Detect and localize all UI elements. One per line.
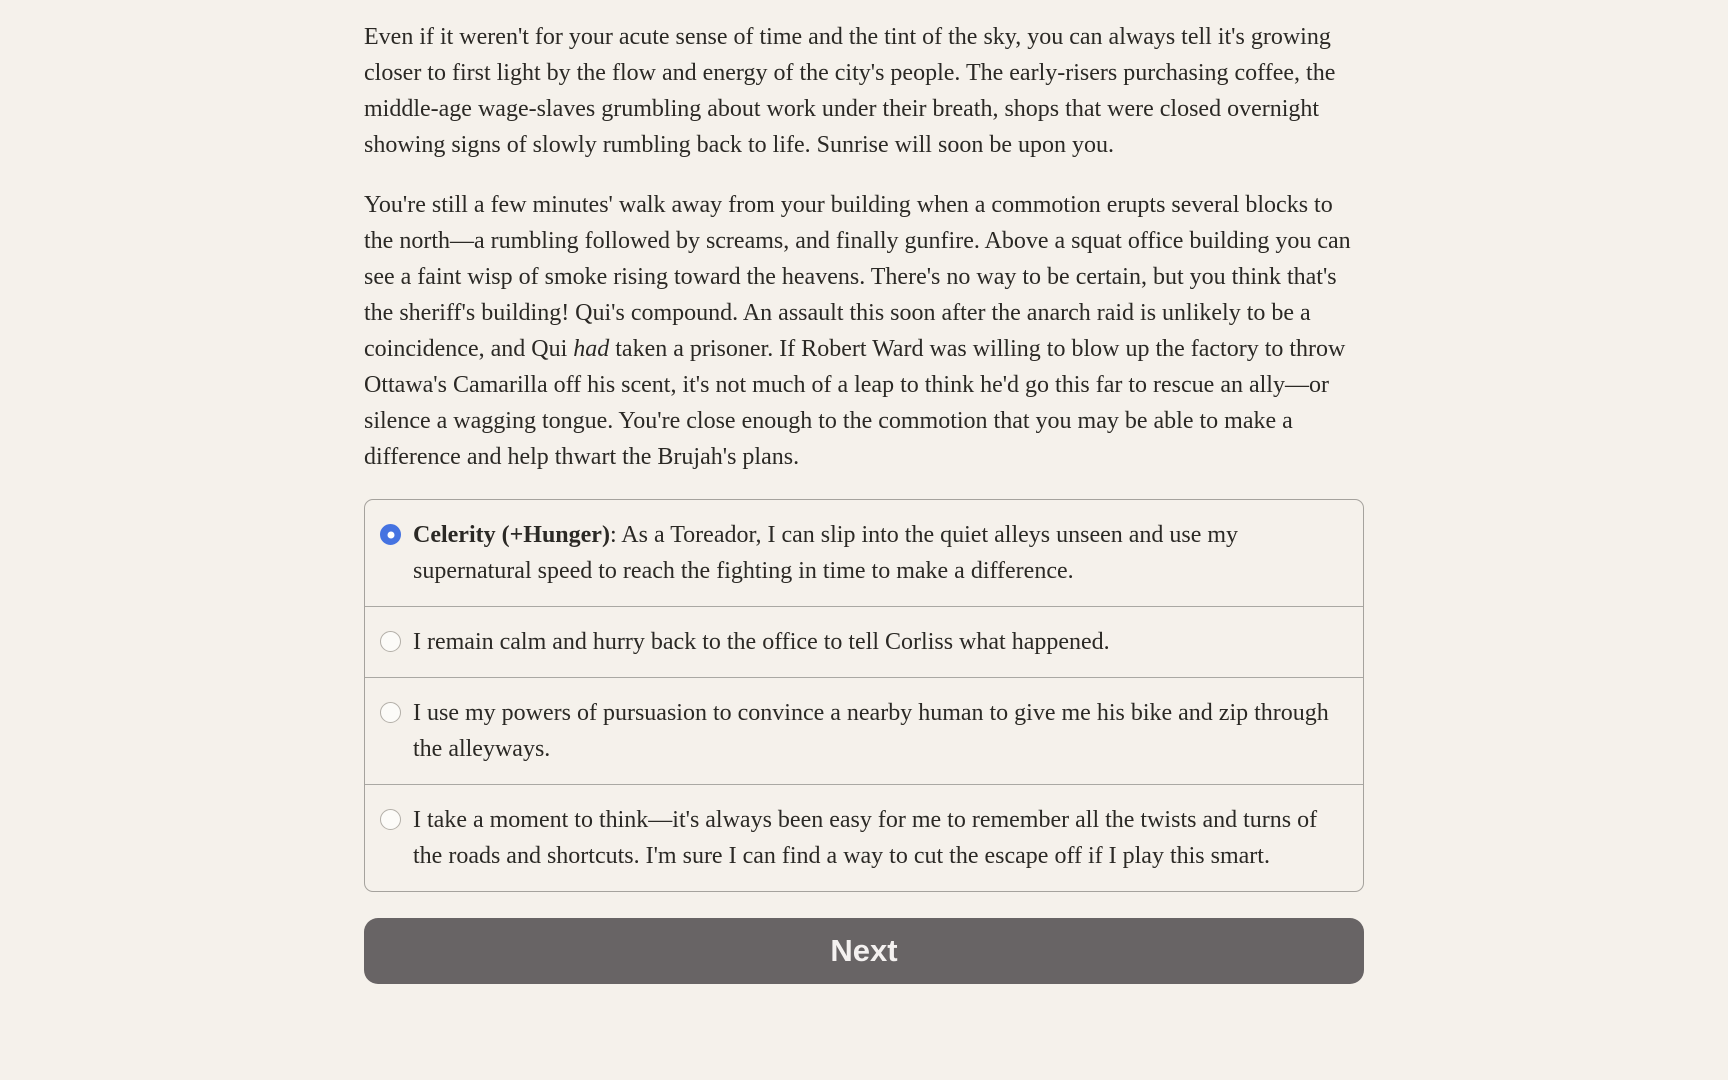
choice-label: Celerity (+Hunger): As a Toreador, I can slip into the quiet alleys unseen and use my supernatural speed to reach the fighting in time to make a difference. bbox=[413, 522, 1239, 584]
choice-label: I take a moment to think—it's always been easy for me to remember all the twists and turns of the roads and shortcuts. I'm sure I can find a way to cut the escape off if I play this smart. bbox=[413, 807, 1318, 869]
story-paragraph: Even if it weren't for your acute sense of time and the tint of the sky, you can always tell it's growing closer to first light by the flow and energy of the city's people. The early-risers purchasing coffee, the middle-age wage-slaves grumbling about work under their breath, shops that were closed overnight showing signs of slowly rumbling back to life. Sunrise will soon be upon you. bbox=[364, 24, 1336, 158]
choice-option[interactable] bbox=[365, 785, 1363, 891]
choice-list bbox=[364, 499, 1364, 892]
choice-option[interactable] bbox=[365, 500, 1363, 607]
choice-label: I remain calm and hurry back to the office to tell Corliss what happened. bbox=[413, 629, 1110, 655]
choice-label: I use my powers of pursuasion to convince a nearby human to give me his bike and zip through the alleyways. bbox=[413, 700, 1329, 762]
choice-option[interactable] bbox=[365, 678, 1363, 785]
radio-selected-icon[interactable] bbox=[380, 524, 401, 545]
story-content bbox=[364, 0, 1364, 984]
radio-unselected-icon[interactable] bbox=[380, 631, 401, 652]
next-button[interactable]: Next bbox=[364, 918, 1364, 984]
radio-unselected-icon[interactable] bbox=[380, 702, 401, 723]
radio-unselected-icon[interactable] bbox=[380, 809, 401, 830]
story-paragraph: You're still a few minutes' walk away from your building when a commotion erupts several blocks to the north—a rumbling followed by screams, and finally gunfire. Above a squat office building you can see a faint wisp of smoke rising toward the heavens. There's no way to be certain, but you think that's the sheriff's building! Qui's compound. An assault this soon after the anarch raid is unlikely to be a coincidence, and Qui had taken a prisoner. If Robert Ward was willing to blow up the factory to throw Ottawa's Camarilla off his scent, it's not much of a leap to think he'd go this far to rescue an ally—or silence a wagging tongue. You're close enough to the commotion that you may be able to make a difference and help thwart the Brujah's plans. bbox=[364, 192, 1351, 470]
choice-option[interactable] bbox=[365, 607, 1363, 678]
story-text bbox=[364, 19, 1364, 475]
